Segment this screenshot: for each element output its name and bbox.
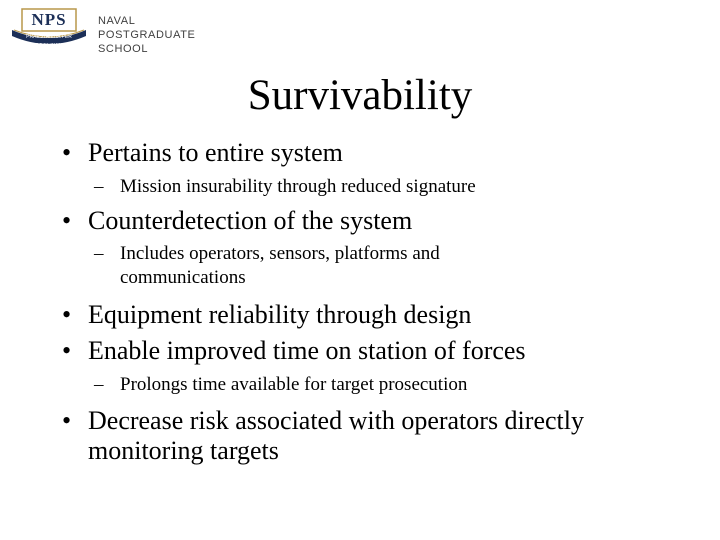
school-name-line: NAVAL: [98, 15, 136, 27]
sub-bullet-text: communications: [120, 267, 246, 288]
sub-bullet-marker: –: [94, 176, 104, 197]
bullet-text: Enable improved time on station of forces: [88, 336, 526, 365]
school-name: [98, 14, 195, 56]
sub-bullet-marker: –: [94, 243, 104, 264]
nps-seal-logo: [8, 6, 90, 52]
sub-bullet-marker: –: [94, 374, 104, 395]
bullet-text: Pertains to entire system: [88, 138, 343, 167]
bullet-text: Decrease risk associated with operators directly: [88, 406, 584, 435]
bullet-marker: •: [62, 138, 72, 167]
seal-letters: NPS: [31, 10, 67, 29]
sub-bullet-text: Prolongs time available for target prosecution: [120, 374, 468, 395]
bullet-text: Counterdetection of the system: [88, 206, 413, 235]
bullet-marker: •: [62, 300, 72, 329]
slide-title: Survivability: [247, 72, 473, 119]
sub-bullet-text: Mission insurability through reduced signature: [120, 176, 476, 197]
sub-bullet-text: Includes operators, sensors, platforms and: [120, 243, 440, 264]
school-name-line: POSTGRADUATE: [98, 29, 196, 41]
bullet-marker: •: [62, 206, 72, 235]
bullet-marker: •: [62, 406, 72, 435]
seal-motto: PRAESTANTIA PER SCIENTIAM: [26, 34, 72, 49]
bullet-text: monitoring targets: [88, 436, 279, 465]
bullet-text: Equipment reliability through design: [88, 300, 472, 329]
bullet-marker: •: [62, 336, 72, 365]
nps-logo: [8, 6, 198, 62]
school-name-line: SCHOOL: [98, 43, 149, 55]
